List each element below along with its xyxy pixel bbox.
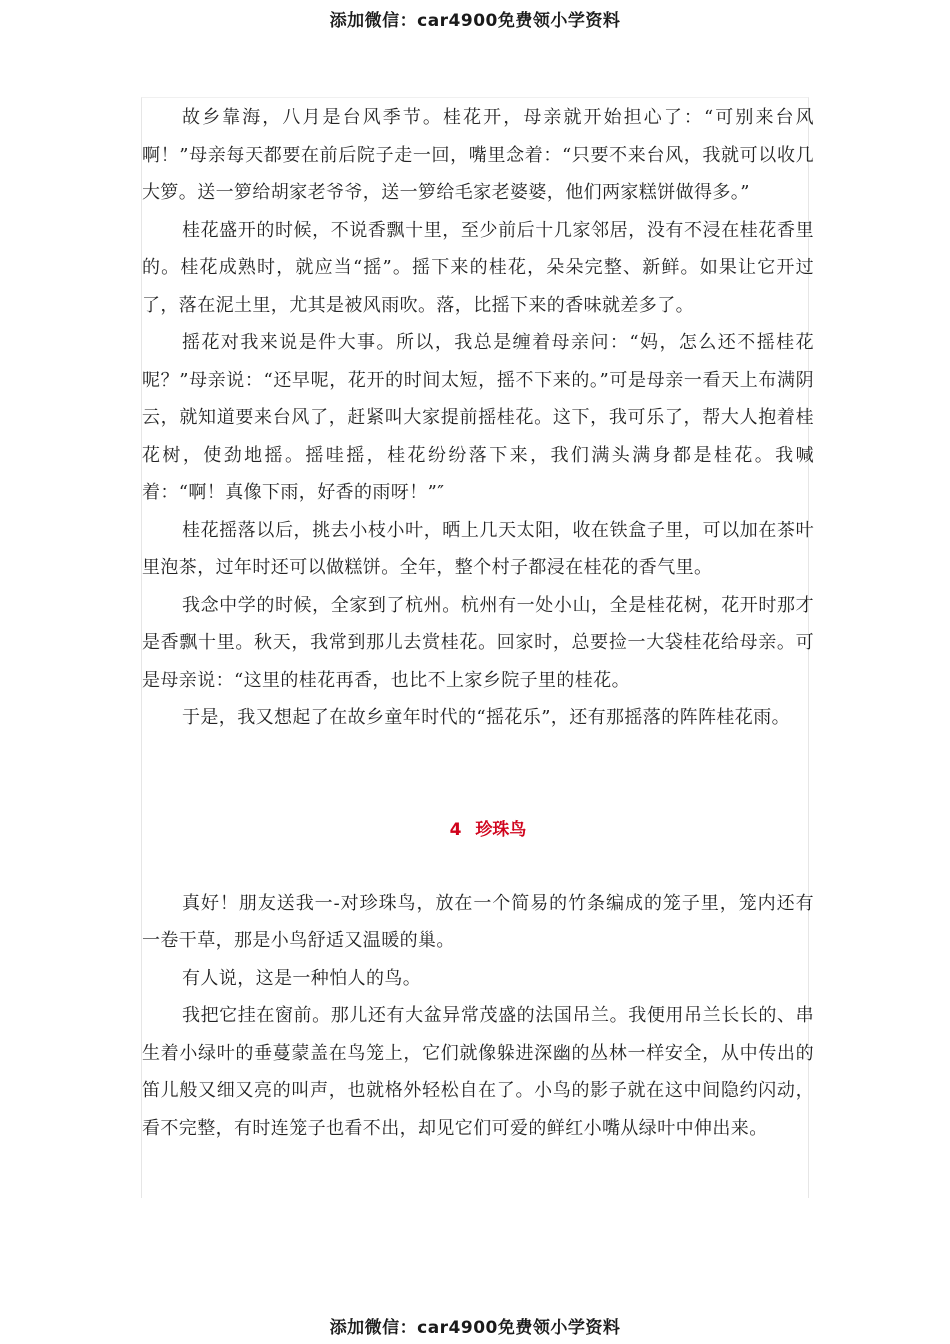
paragraph: 摇花对我来说是件大事。所以，我总是缠着母亲问：“妈，怎么还不摇桂花呢？”母亲说：“还早呢，花开的时间太短，摇不下来的。”可是母亲一看天上布满阴云，就知道要来台风了，赶紧叫大家提前摇桂花。这下，我可乐了，帮大人抱着桂花树，使劲地摇。摇哇摇，桂花纷纷落下来，我们满头满身都是桂花。我喊着：“啊！真像下雨，好香的雨呀！”″	[142, 332, 814, 503]
chapter-heading	[142, 815, 814, 845]
paragraph: 桂花摇落以后，挑去小枝小叶，晒上几天太阳，收在铁盒子里，可以加在茶叶里泡茶，过年时还可以做糕饼。全年，整个村子都浸在桂花的香气里。	[142, 519, 814, 578]
chapter-number: 4	[449, 819, 462, 840]
faded-header-remnant	[370, 27, 580, 37]
paragraph: 故乡靠海，八月是台风季节。桂花开，母亲就开始担心了：“可别来台风啊！”母亲每天都要在前后院子走一回，嘴里念着：“只要不来台风，我就可以收几大箩。送一箩给胡家老爷爷，送一箩给毛家老婆婆，他们两家糕饼做得多。”	[142, 107, 814, 203]
paragraph: 我把它挂在窗前。那儿还有大盆异常茂盛的法国吊兰。我便用吊兰长长的、串生着小绿叶的垂蔓蒙盖在鸟笼上，它们就像躲进深幽的丛林一样安全，从中传出的笛儿般又细又亮的叫声，也就格外轻松自在了。小鸟的影子就在这中间隐约闪动，看不完整，有时连笼子也看不出，却见它们可爱的鲜红小嘴从绿叶中伸出来。	[142, 1005, 814, 1139]
watermark-bottom: 添加微信：car4900免费领小学资料	[329, 1318, 621, 1338]
chapter-title: 珍珠鸟	[475, 819, 527, 840]
document-body	[142, 99, 814, 1147]
paragraph: 于是，我又想起了在故乡童年时代的“摇花乐”，还有那摇落的阵阵桂花雨。	[182, 707, 791, 728]
paragraph: 桂花盛开的时候，不说香飘十里，至少前后十几家邻居，没有不浸在桂花香里的。桂花成熟时，就应当“摇”。摇下来的桂花，朵朵完整、新鲜。如果让它开过了，落在泥土里，尤其是被风雨吹。落，比摇下来的香味就差多了。	[142, 219, 814, 316]
paragraph: 我念中学的时候，全家到了杭州。杭州有一处小山，全是桂花树，花开时那才是香飘十里。秋天，我常到那儿去赏桂花。回家时，总要捡一大袋桂花给母亲。可是母亲说：“这里的桂花再香，也比不上家乡院子里的桂花。	[142, 594, 814, 691]
watermark-top: 添加微信：car4900免费领小学资料	[329, 11, 621, 31]
section-osmanthus-rain	[142, 99, 814, 737]
paragraph: 有人说，这是一种怕人的鸟。	[182, 967, 422, 989]
section-pearl-bird	[142, 885, 814, 1148]
paragraph: 真好！朋友送我一-对珍珠鸟，放在一个简易的竹条编成的笼子里，笼内还有一卷干草，那是小鸟舒适又温暖的巢。	[142, 892, 814, 951]
